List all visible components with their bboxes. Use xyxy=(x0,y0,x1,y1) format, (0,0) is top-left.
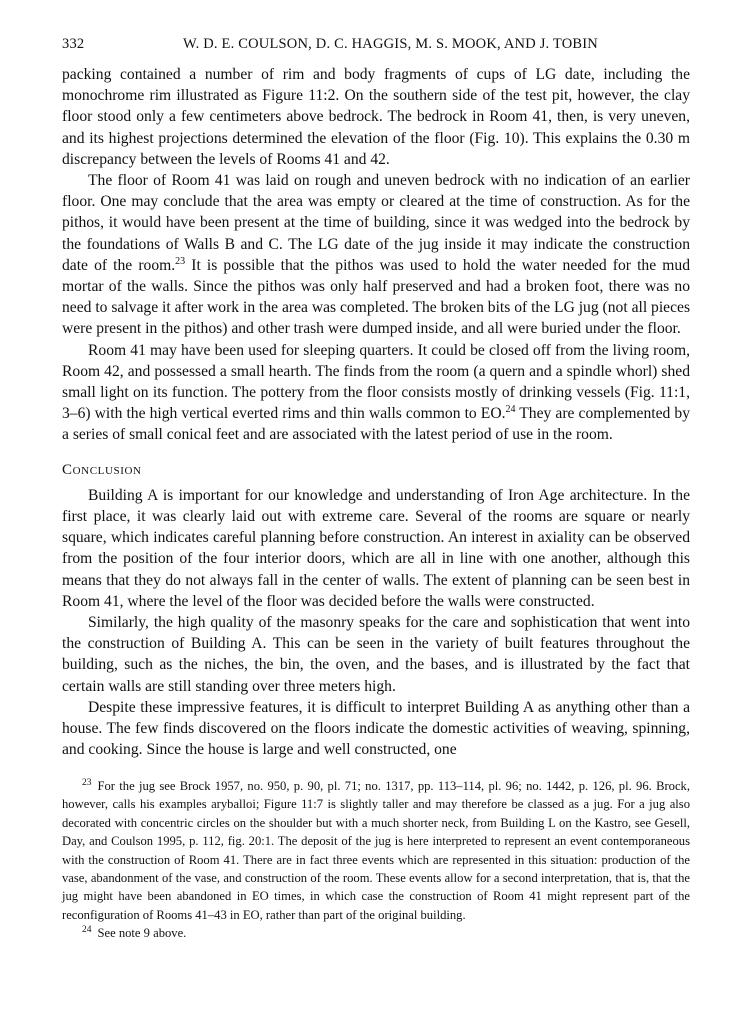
body-text xyxy=(62,64,690,761)
footnotes xyxy=(62,777,690,943)
paragraph: The floor of Room 41 was laid on rough and uneven bedrock with no indication of an earlier floor. One may conclude that the area was empty or cleared at the time of construction. As for the pithos, it would have been present at the time of building, since it was wedged into the bedrock by the foundations of Walls B and C. The LG date of the jug inside it may indicate the construction date of the room.$^{23}$ It is possible that the pithos was used to hold the water needed for the mud mortar of the walls. Since the pithos was only half preserved and had a broken foot, there was no need to salvage it after work in the area was completed. The broken bits of the LG jug (not all pieces were present in the pithos) and other trash were dumped inside, and all were buried under the floor. xyxy=(62,172,691,338)
running-head-authors: W. D. E. COULSON, D. C. HAGGIS, M. S. MOOK, AND J. TOBIN xyxy=(183,36,598,52)
footnote: $^{23}$ For the jug see Brock 1957, no. 950, p. 90, pl. 71; no. 1317, pp. 113–114, pl. 96; no. 1442, p. 126, pl. 96. Brock, however, calls his examples aryballoi; Figure 11:7 is slightly taller and may therefore be classed as a jug. For a jug also decorated with concentric circles on the shoulder but with a much shorter neck, from Building L on the Kastro, see Gesell, Day, and Coulson 1995, p. 112, fig. 20:1. The deposit of the jug is here interpreted to represent an event contemporaneous with the construction of Room 41. There are in fact three events which are represented in this situation: production of the vase, abandonment of the vase, and construction of the room. These events allow for a second interpretation, that is, that the jug might have been abandoned in EO times, in which case the construction of Room 41 might represent part of the reconfiguration of Rooms 41–43 in EO, rather than part of the original building. xyxy=(62,777,690,922)
paragraph: Room 41 may have been used for sleeping quarters. It could be closed off from the living room, Room 42, and possessed a small hearth. The finds from the room (a quern and a spindle whorl) shed small light on its function. The pottery from the floor consists mostly of drinking vessels (Fig. 11:1, 3–6) with the high vertical everted rims and thin walls common to EO.$^{24}$ They are complemented by a series of small conical feet and are associated with the latest period of use in the room. xyxy=(62,341,690,444)
footnote: $^{24}$ See note 9 above. xyxy=(82,925,187,941)
footnote-ref[interactable]: 23 xyxy=(175,255,186,267)
footnote-ref[interactable]: 24 xyxy=(505,404,516,416)
paragraph: Despite these impressive features, it is difficult to interpret Building A as anything other than a house. The few finds discovered on the floors indicate the domestic activities of weaving, spinning, and cooking. Since the house is large and well constructed, one xyxy=(62,698,690,759)
running-header xyxy=(62,36,689,56)
page-number: 332 xyxy=(62,36,85,52)
footnote-number: 23 xyxy=(82,777,92,788)
footnote-number: 24 xyxy=(82,925,92,936)
paragraph: packing contained a number of rim and body fragments of cups of LG date, including the monochrome rim illustrated as Figure 11:2. On the southern side of the test pit, however, the clay floor stood only a few centimeters above bedrock. The bedrock in Room 41, then, is very uneven, and its highest projections determined the elevation of the floor (Fig. 10). This explains the 0.30 m discrepancy between the levels of Rooms 41 and 42. xyxy=(62,66,690,168)
section-heading: Conclusion xyxy=(62,461,142,478)
paragraph: Building A is important for our knowledge and understanding of Iron Age architecture. In the first place, it was clearly laid out with extreme care. Several of the rooms are square or nearly square, which indicates careful planning before construction. An interest in axiality can be observed from the position of the four interior doors, which are all in line with one another, although this means that they do not always fall in the center of walls. The extent of planning can be seen best in Room 41, where the level of the floor was decided before the walls were constructed. xyxy=(62,486,690,610)
paragraph: Similarly, the high quality of the masonry speaks for the care and sophistication that went into the construction of Building A. This can be seen in the variety of built features throughout the building, such as the niches, the bin, the oven, and the bases, and is illustrated by the fact that certain walls are still standing over three meters high. xyxy=(62,614,690,695)
